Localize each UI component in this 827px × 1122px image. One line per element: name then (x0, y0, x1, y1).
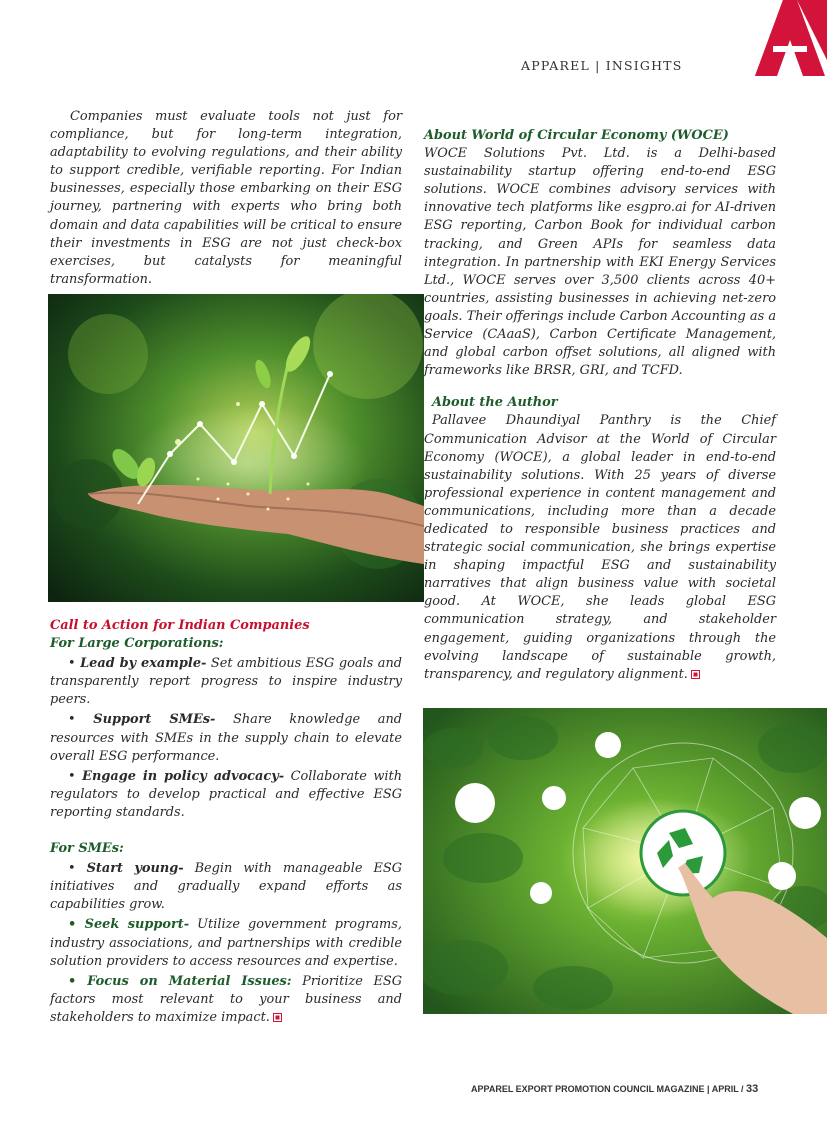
woce-heading: About World of Circular Economy (WOCE) (424, 128, 729, 143)
call-to-action-section (50, 617, 402, 1029)
smes-heading: For SMEs: (50, 841, 124, 857)
page-footer (471, 1083, 758, 1095)
plant-growth-chart-image (48, 294, 424, 602)
list-item: • Start young- Begin with manageable ESG initiatives and gradually expand efforts as capabilities grow. (50, 861, 402, 913)
recycle-network-image (423, 708, 827, 1014)
list-item: • Lead by example- Set ambitious ESG goals and transparently report progress to inspire industry peers. (50, 656, 403, 708)
section-label: APPAREL | INSIGHTS (521, 58, 683, 73)
large-corporations-heading: For Large Corporations: (50, 636, 224, 652)
author-paragraph: Pallavee Dhaundiyal Panthry is the Chief Communication Advisor at the World of Circular Economy (WOCE), a global leader in end-to-end sustainability solutions. With 25 years of diverse professional experience in content management and communications, including more than a decade dedicated to responsible business practices and strategic social communication, she brings expertise in shaping impactful ESG and sustainability narratives that align business value with societal good. At WOCE, she leads global ESG communication strategy, and stakeholder engagement, guiding organizations through the evolving landscape of sustainable growth, transparency, and regulatory alignment. (424, 413, 776, 682)
list-item: • Support SMEs- Share knowledge and resources with SMEs in the supply chain to elevate overall ESG performance. (50, 712, 403, 764)
intro-paragraph: Companies must evaluate tools not just for compliance, but for long-term integration, adaptability to evolving regulations, and their ability to support credible, verifiable reporting. For Indian businesses, especially those embarking on their ESG journey, partnering with experts who bring both domain and data capabilities will be critical to ensure their investments in ESG are not just check-box exercises, but catalysts for meaningful transformation. (50, 109, 402, 287)
list-item: • Focus on Material Issues: Prioritize ESG factors most relevant to your business and stakeholders to maximize impact. (50, 973, 403, 1025)
end-mark-icon (273, 1013, 282, 1022)
end-mark-icon (691, 670, 700, 679)
list-item: • Engage in policy advocacy- Collaborate with regulators to develop practical and effective ESG reporting standards. (50, 768, 402, 820)
magazine-logo (677, 0, 827, 76)
cta-heading: Call to Action for Indian Companies (50, 618, 310, 633)
list-item: • Seek support- Utilize government programs, industry associations, and partnerships with credible solution providers to access resources and expertise. (50, 917, 402, 969)
footer-text: APPAREL EXPORT PROMOTION COUNCIL MAGAZINE | APRIL / (471, 1084, 747, 1094)
plant-hand-illustration (48, 294, 424, 602)
right-column (424, 127, 776, 684)
page-number: 33 (746, 1083, 759, 1095)
woce-paragraph: WOCE Solutions Pvt. Ltd. is a Delhi-based sustainability startup offering end-to-end ESG solutions. WOCE combines advisory services with innovative tech platforms like esgpro.ai for AI-driven ESG reporting, Carbon Book for individual carbon tracking, and Green APIs for seamless data integration. In partnership with EKI Energy Services Ltd., WOCE serves over 3,500 clients across 40+ countries, assisting businesses in achieving net-zero goals. Their offerings include Carbon Accounting as a Service (CAaaS), Carbon Certificate Management, and global carbon offset solutions, all aligned with frameworks like BRSR, GRI, and TCFD. (424, 146, 776, 379)
left-column (50, 108, 402, 289)
recycle-touch-illustration (423, 708, 827, 1014)
author-heading: About the Author (432, 395, 558, 411)
